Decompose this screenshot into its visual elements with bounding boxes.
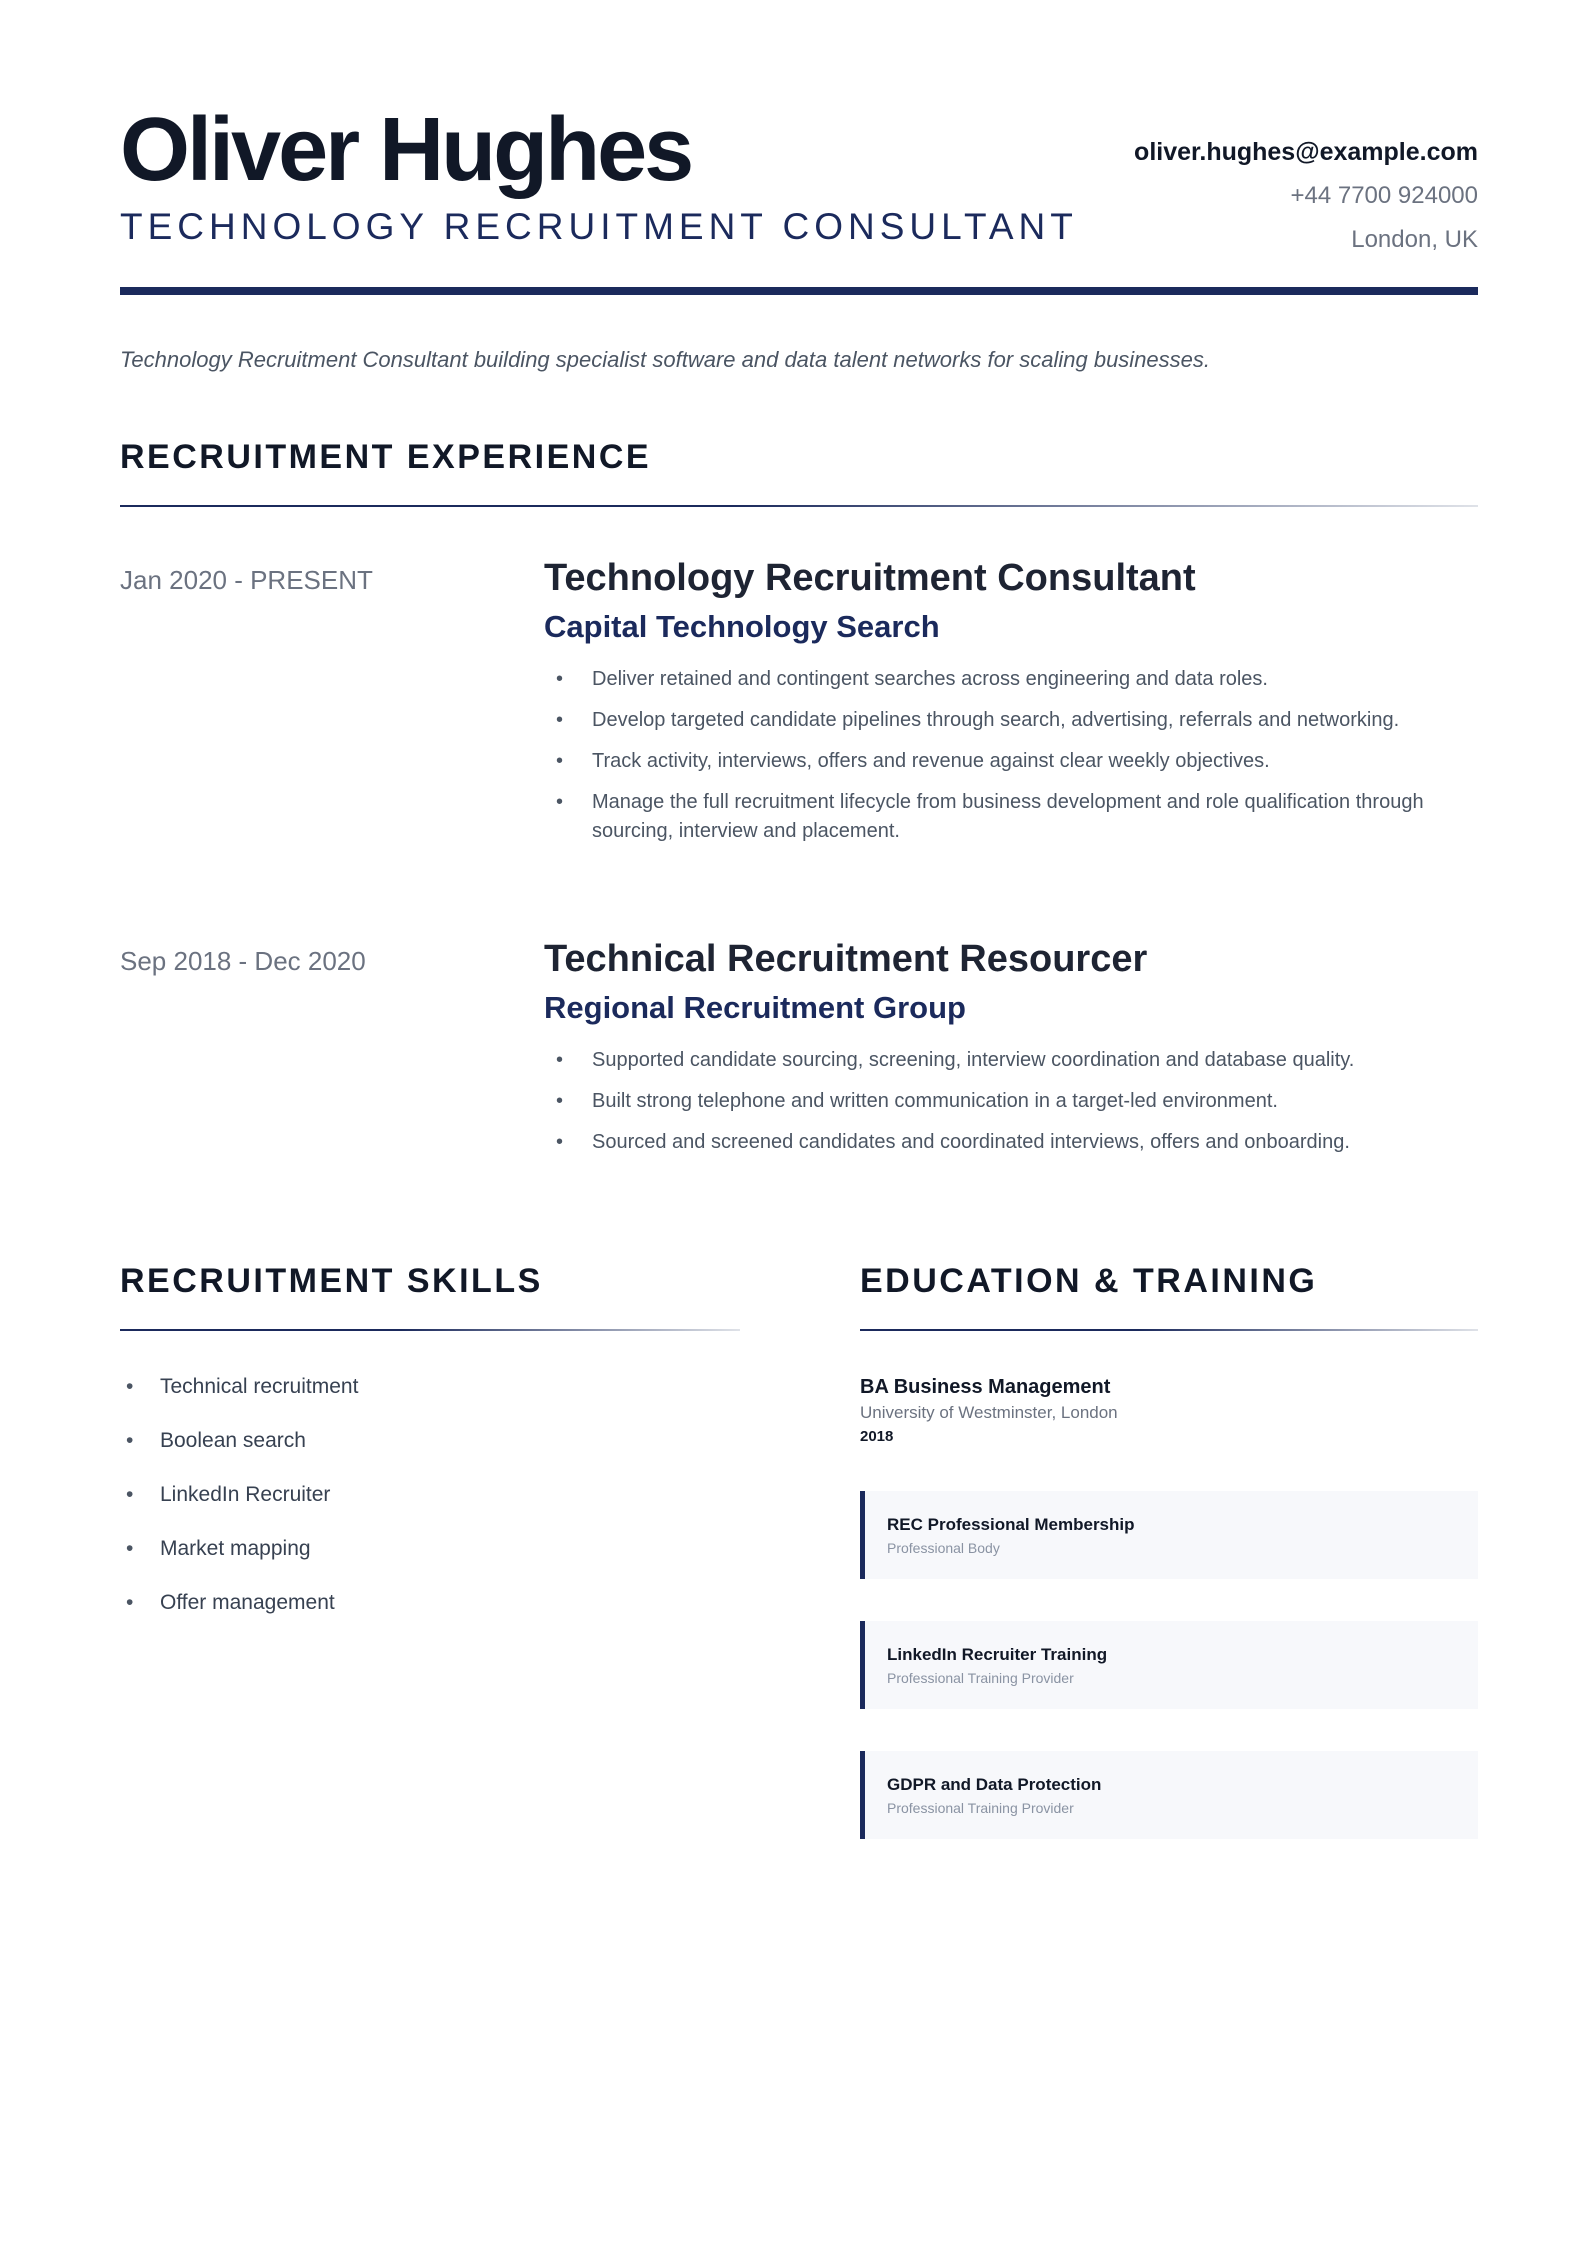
job-title: Technology Recruitment Consultant (544, 557, 1196, 599)
certification-provider: Professional Training Provider (887, 1800, 1074, 1816)
skill-label: Boolean search (160, 1429, 306, 1452)
bullet-icon: • (556, 1090, 564, 1112)
certification-provider: Professional Body (887, 1540, 1000, 1556)
job-bullet-text: Track activity, interviews, offers and revenue against clear weekly objectives. (592, 750, 1270, 772)
job-dates: Sep 2018 - Dec 2020 (120, 946, 366, 976)
job-bullet (544, 788, 1478, 846)
certification-title: REC Professional Membership (887, 1515, 1135, 1534)
skill-label: Technical recruitment (160, 1375, 359, 1398)
education-divider (860, 1329, 1478, 1331)
certification-title: LinkedIn Recruiter Training (887, 1645, 1108, 1664)
job-dates: Jan 2020 - PRESENT (120, 565, 373, 595)
contact-location: London, UK (1351, 226, 1478, 253)
header-divider (120, 287, 1478, 295)
job-bullet-text: Supported candidate sourcing, screening, interview coordination and database quality. (592, 1049, 1355, 1071)
candidate-headline: TECHNOLOGY RECRUITMENT CONSULTANT (120, 206, 1078, 247)
job-bullet (544, 665, 1478, 694)
job-bullet (544, 706, 1478, 735)
education-section (860, 1261, 1478, 1839)
skill-item (120, 1427, 740, 1455)
skills-heading: RECRUITMENT SKILLS (120, 1262, 543, 1300)
skill-label: LinkedIn Recruiter (160, 1483, 331, 1506)
degree-entry (860, 1373, 1478, 1449)
certification-provider: Professional Training Provider (887, 1670, 1074, 1686)
certification-title: GDPR and Data Protection (887, 1775, 1102, 1794)
job-bullet (544, 747, 1478, 776)
certification-card (860, 1491, 1478, 1579)
bullet-icon: • (126, 1483, 134, 1506)
job-company: Capital Technology Search (544, 609, 940, 644)
job-bullet-text: Built strong telephone and written communication in a target-led environment. (592, 1090, 1278, 1112)
bottom-columns (120, 1261, 1478, 1881)
contact-phone: +44 7700 924000 (1290, 182, 1478, 209)
job-entry (120, 555, 1478, 858)
bullet-icon: • (126, 1591, 134, 1614)
skill-item (120, 1535, 740, 1563)
degree-school: University of Westminster, London (860, 1403, 1118, 1422)
bullet-icon: • (126, 1537, 134, 1560)
skill-label: Offer management (160, 1591, 335, 1614)
contact-block (1134, 130, 1478, 262)
job-entry (120, 936, 1478, 1169)
bullet-icon: • (556, 709, 564, 731)
skills-section (120, 1261, 740, 1643)
bullet-icon: • (556, 1049, 564, 1071)
degree-title: BA Business Management (860, 1376, 1111, 1398)
skill-item (120, 1373, 740, 1401)
skills-list (120, 1373, 740, 1617)
bullet-icon: • (556, 750, 564, 772)
experience-heading: RECRUITMENT EXPERIENCE (120, 438, 652, 476)
certification-card (860, 1621, 1478, 1709)
professional-summary: Technology Recruitment Consultant building specialist software and data talent networks for scaling businesses. (120, 347, 1211, 372)
contact-email[interactable]: oliver.hughes@example.com (1134, 138, 1478, 166)
bullet-icon: • (126, 1375, 134, 1398)
skills-divider (120, 1329, 740, 1331)
job-bullets (544, 665, 1478, 846)
certification-card (860, 1751, 1478, 1839)
job-details (544, 936, 1478, 1169)
job-bullet-text: Deliver retained and contingent searches across engineering and data roles. (592, 668, 1268, 690)
experience-section (120, 437, 1478, 1169)
job-bullet-text: Sourced and screened candidates and coordinated interviews, offers and onboarding. (592, 1131, 1350, 1153)
job-company: Regional Recruitment Group (544, 990, 966, 1025)
education-heading: EDUCATION & TRAINING (860, 1262, 1318, 1300)
bullet-icon: • (126, 1429, 134, 1452)
job-bullet-text: Manage the full recruitment lifecycle from business development and role qualification through sourcing, interview and placement. (592, 791, 1424, 842)
candidate-name: Oliver Hughes (120, 100, 692, 200)
job-details (544, 555, 1478, 858)
degree-year: 2018 (860, 1428, 894, 1445)
job-bullet (544, 1087, 1478, 1116)
job-bullets (544, 1046, 1478, 1157)
bullet-icon: • (556, 668, 564, 690)
job-bullet (544, 1128, 1478, 1157)
resume-header (120, 100, 1478, 295)
skill-label: Market mapping (160, 1537, 311, 1560)
bullet-icon: • (556, 791, 564, 813)
bullet-icon: • (556, 1131, 564, 1153)
job-bullet-text: Develop targeted candidate pipelines through search, advertising, referrals and networking. (592, 709, 1400, 731)
job-title: Technical Recruitment Resourcer (544, 938, 1148, 980)
job-bullet (544, 1046, 1478, 1075)
experience-divider (120, 505, 1478, 507)
skill-item (120, 1481, 740, 1509)
skill-item (120, 1589, 740, 1617)
